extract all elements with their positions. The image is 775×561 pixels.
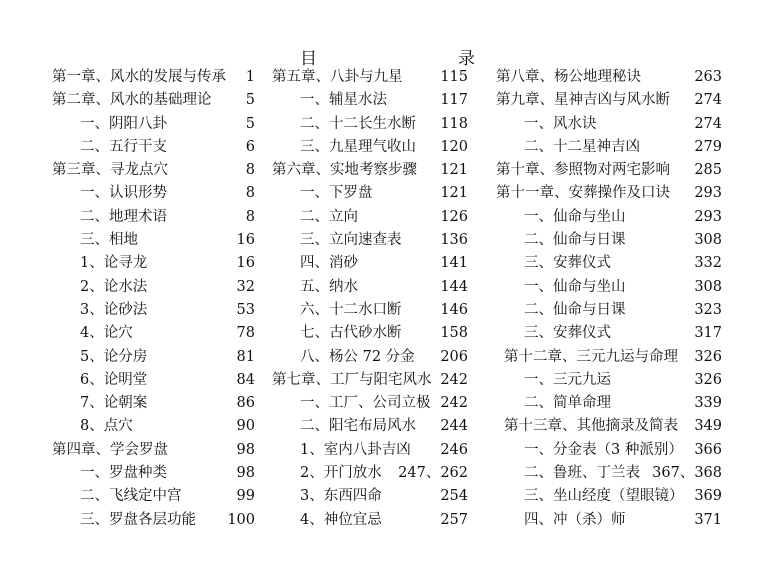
toc-entry-page: 136	[440, 232, 468, 249]
toc-entry-page: 244	[440, 418, 468, 435]
toc-entry-page: 371	[694, 511, 722, 528]
toc-entry-title: 三、立向速查表	[300, 232, 402, 249]
toc-entry-title: 三、相地	[80, 232, 138, 249]
toc-entry-page: 8	[245, 162, 255, 179]
toc-entry-page: 293	[694, 208, 722, 225]
toc-column-1	[52, 66, 255, 532]
toc-entry-page: 81	[236, 348, 255, 365]
toc-entry	[496, 113, 722, 136]
toc-entry-page: 121	[440, 185, 468, 202]
toc-entry	[496, 509, 722, 532]
toc-entry-title: 1、论寻龙	[80, 255, 148, 272]
toc-entry	[272, 136, 468, 159]
toc-entry	[52, 66, 255, 89]
toc-entry-page: 100	[227, 511, 255, 528]
toc-entry-page: 115	[440, 69, 468, 85]
toc-entry	[496, 322, 722, 345]
toc-entry-page: 16	[236, 232, 255, 249]
toc-entry	[272, 66, 468, 89]
toc-entry-page: 141	[440, 255, 468, 272]
toc-entry	[272, 159, 468, 182]
toc-entry-title: 2、论水法	[80, 278, 148, 295]
toc-entry-title: 一、仙命与坐山	[524, 208, 626, 225]
toc-entry-page: 308	[694, 278, 722, 295]
toc-entry	[272, 113, 468, 136]
toc-entry-page: 242	[440, 371, 468, 388]
toc-entry-title: 第十三章、其他摘录及简表	[504, 418, 678, 435]
toc-entry-title: 四、冲（杀）师	[524, 511, 626, 528]
toc-entry-title: 三、安葬仪式	[524, 325, 611, 342]
toc-entry-page: 263	[694, 69, 722, 85]
toc-entry	[272, 485, 468, 508]
toc-entry-title: 第五章、八卦与九星	[272, 69, 403, 85]
toc-entry-page: 339	[694, 395, 722, 412]
toc-entry-title: 二、仙命与日课	[524, 232, 626, 249]
toc-entry-title: 第二章、风水的基础理论	[52, 92, 212, 109]
toc-entry-page: 6	[245, 138, 255, 155]
toc-entry-page: 8	[245, 185, 255, 202]
toc-entry	[272, 462, 468, 485]
toc-entry-page: 369	[694, 488, 722, 505]
toc-entry-page: 285	[694, 162, 722, 179]
toc-entry-title: 一、罗盘种类	[80, 465, 167, 482]
toc-entry	[272, 206, 468, 229]
toc-entry-page: 206	[440, 348, 468, 365]
toc-entry-page: 242	[440, 395, 468, 412]
toc-entry	[496, 276, 722, 299]
toc-entry	[496, 66, 722, 89]
toc-entry-page: 117	[440, 92, 468, 109]
toc-entry	[52, 485, 255, 508]
toc-entry-title: 二、十二星神吉凶	[524, 138, 640, 155]
toc-entry	[496, 415, 722, 438]
toc-entry	[496, 462, 722, 485]
toc-entry	[496, 206, 722, 229]
toc-entry	[52, 415, 255, 438]
toc-entry-page: 326	[694, 348, 722, 365]
toc-entry-title: 四、消砂	[300, 255, 358, 272]
toc-entry	[496, 485, 722, 508]
toc-entry-page: 90	[236, 418, 255, 435]
toc-entry	[52, 392, 255, 415]
toc-entry-page: 120	[440, 138, 468, 155]
toc-entry-title: 第六章、实地考察步骤	[272, 162, 417, 179]
toc-entry-title: 二、五行干支	[80, 138, 167, 155]
toc-entry	[496, 439, 722, 462]
toc-entry	[272, 369, 468, 392]
toc-entry-title: 五、纳水	[300, 278, 358, 295]
toc-entry-title: 二、仙命与日课	[524, 301, 626, 318]
toc-entry	[272, 439, 468, 462]
toc-entry-title: 二、飞线定中宫	[80, 488, 182, 505]
toc-entry	[272, 299, 468, 322]
toc-entry	[272, 322, 468, 345]
toc-entry-title: 一、工厂、公司立极	[300, 395, 431, 412]
toc-entry-page: 158	[440, 325, 468, 342]
toc-entry	[52, 229, 255, 252]
toc-entry-page: 98	[236, 441, 255, 458]
toc-entry-page: 308	[694, 232, 722, 249]
toc-entry	[272, 392, 468, 415]
toc-entry	[272, 415, 468, 438]
toc-entry-title: 二、十二长生水断	[300, 115, 416, 132]
toc-entry	[52, 159, 255, 182]
toc-entry-page: 293	[694, 185, 722, 202]
toc-entry-title: 一、下罗盘	[300, 185, 373, 202]
toc-entry-title: 二、简单命理	[524, 395, 611, 412]
toc-entry-title: 三、九星理气收山	[300, 138, 416, 155]
toc-entry	[52, 89, 255, 112]
toc-entry-page: 279	[694, 138, 722, 155]
toc-entry-title: 二、阳宅布局风水	[300, 418, 416, 435]
toc-entry	[52, 369, 255, 392]
toc-entry	[52, 346, 255, 369]
toc-entry-page: 144	[440, 278, 468, 295]
toc-entry-page: 246	[440, 441, 468, 458]
toc-entry-title: 六、十二水口断	[300, 301, 402, 318]
toc-entry	[496, 392, 722, 415]
toc-entry	[496, 182, 722, 205]
toc-entry	[496, 136, 722, 159]
toc-entry-title: 7、论朝案	[80, 395, 148, 412]
toc-entry-title: 3、东西四命	[300, 488, 382, 505]
toc-entry-page: 84	[236, 371, 255, 388]
toc-entry-title: 3、论砂法	[80, 301, 148, 318]
toc-entry-page: 99	[236, 488, 255, 505]
toc-entry-page: 247、262	[398, 465, 468, 482]
toc-entry	[272, 182, 468, 205]
toc-entry-title: 一、分金表（3 种派别）	[524, 441, 683, 458]
toc-entry-title: 第十一章、安葬操作及口诀	[496, 185, 670, 202]
toc-entry-page: 8	[245, 208, 255, 225]
toc-entry	[272, 229, 468, 252]
toc-entry	[496, 369, 722, 392]
toc-entry-title: 一、阴阳八卦	[80, 115, 167, 132]
toc-entry-title: 第一章、风水的发展与传承	[52, 69, 226, 85]
toc-entry-title: 一、认识形势	[80, 185, 167, 202]
toc-entry	[496, 89, 722, 112]
toc-entry-page: 5	[245, 115, 255, 132]
toc-entry-title: 第四章、学会罗盘	[52, 441, 168, 458]
toc-entry-page: 323	[694, 301, 722, 318]
toc-entry	[496, 299, 722, 322]
toc-entry	[496, 229, 722, 252]
toc-entry-page: 126	[440, 208, 468, 225]
toc-entry	[52, 136, 255, 159]
toc-entry-page: 86	[236, 395, 255, 412]
toc-entry-page: 274	[694, 92, 722, 109]
toc-title-char-2: 录	[458, 49, 475, 69]
toc-entry-page: 326	[694, 371, 722, 388]
toc-entry-title: 1、室内八卦吉凶	[300, 441, 411, 458]
toc-title-char-1: 目	[300, 49, 317, 69]
toc-entry	[52, 462, 255, 485]
toc-entry	[272, 276, 468, 299]
toc-entry-page: 121	[440, 162, 468, 179]
toc-entry-page: 317	[694, 325, 722, 342]
toc-entry-title: 6、论明堂	[80, 371, 148, 388]
toc-entry-title: 二、鲁班、丁兰表	[524, 465, 640, 482]
toc-entry	[272, 509, 468, 532]
toc-entry	[496, 252, 722, 275]
toc-entry-page: 32	[236, 278, 255, 295]
toc-column-3	[496, 66, 722, 532]
toc-entry-title: 第八章、杨公地理秘诀	[496, 69, 641, 85]
toc-entry-title: 一、风水诀	[524, 115, 597, 132]
toc-entry-page: 366	[694, 441, 722, 458]
toc-entry	[52, 509, 255, 532]
toc-entry-title: 4、论穴	[80, 325, 133, 342]
toc-entry-page: 16	[236, 255, 255, 272]
toc-entry	[272, 89, 468, 112]
toc-entry-title: 4、神位宜忌	[300, 511, 382, 528]
toc-entry-title: 三、坐山经度（望眼镜）	[524, 488, 684, 505]
toc-entry-page: 254	[440, 488, 468, 505]
toc-entry-page: 118	[440, 115, 468, 132]
toc-entry-title: 一、辅星水法	[300, 92, 387, 109]
toc-entry	[52, 299, 255, 322]
toc-entry-page: 5	[245, 92, 255, 109]
toc-entry	[272, 346, 468, 369]
toc-entry-title: 第十二章、三元九运与命理	[504, 348, 678, 365]
toc-entry-page: 332	[694, 255, 722, 272]
toc-entry-title: 一、三元九运	[524, 371, 611, 388]
toc-entry-title: 三、罗盘各层功能	[80, 511, 196, 528]
toc-entry-title: 二、地理术语	[80, 208, 167, 225]
toc-entry	[52, 113, 255, 136]
toc-entry-title: 8、点穴	[80, 418, 133, 435]
toc-entry-title: 5、论分房	[80, 348, 148, 365]
toc-entry	[52, 182, 255, 205]
toc-entry-page: 53	[236, 301, 255, 318]
toc-entry-page: 274	[694, 115, 722, 132]
toc-entry-title: 第三章、寻龙点穴	[52, 162, 168, 179]
toc-entry-title: 第七章、工厂与阳宅风水	[272, 371, 432, 388]
toc-entry-title: 2、开门放水	[300, 465, 382, 482]
toc-entry-title: 一、仙命与坐山	[524, 278, 626, 295]
toc-entry-page: 1	[245, 69, 255, 85]
toc-entry	[496, 159, 722, 182]
toc-entry-page: 367、368	[652, 465, 722, 482]
toc-entry-page: 349	[694, 418, 722, 435]
toc-entry-page: 98	[236, 465, 255, 482]
toc-entry-page: 78	[236, 325, 255, 342]
toc-entry-title: 第十章、参照物对两宅影响	[496, 162, 670, 179]
toc-entry	[52, 276, 255, 299]
toc-column-2	[272, 66, 468, 532]
toc-entry-title: 三、安葬仪式	[524, 255, 611, 272]
toc-entry-title: 八、杨公 72 分金	[300, 348, 415, 365]
toc-entry	[52, 322, 255, 345]
toc-entry	[52, 206, 255, 229]
toc-entry	[272, 252, 468, 275]
toc-entry	[52, 439, 255, 462]
toc-entry-page: 146	[440, 301, 468, 318]
toc-entry	[52, 252, 255, 275]
toc-entry-title: 第九章、星神吉凶与风水断	[496, 92, 670, 109]
toc-entry-title: 七、古代砂水断	[300, 325, 402, 342]
toc-entry	[496, 346, 722, 369]
toc-entry-page: 257	[440, 511, 468, 528]
toc-entry-title: 二、立向	[300, 208, 358, 225]
